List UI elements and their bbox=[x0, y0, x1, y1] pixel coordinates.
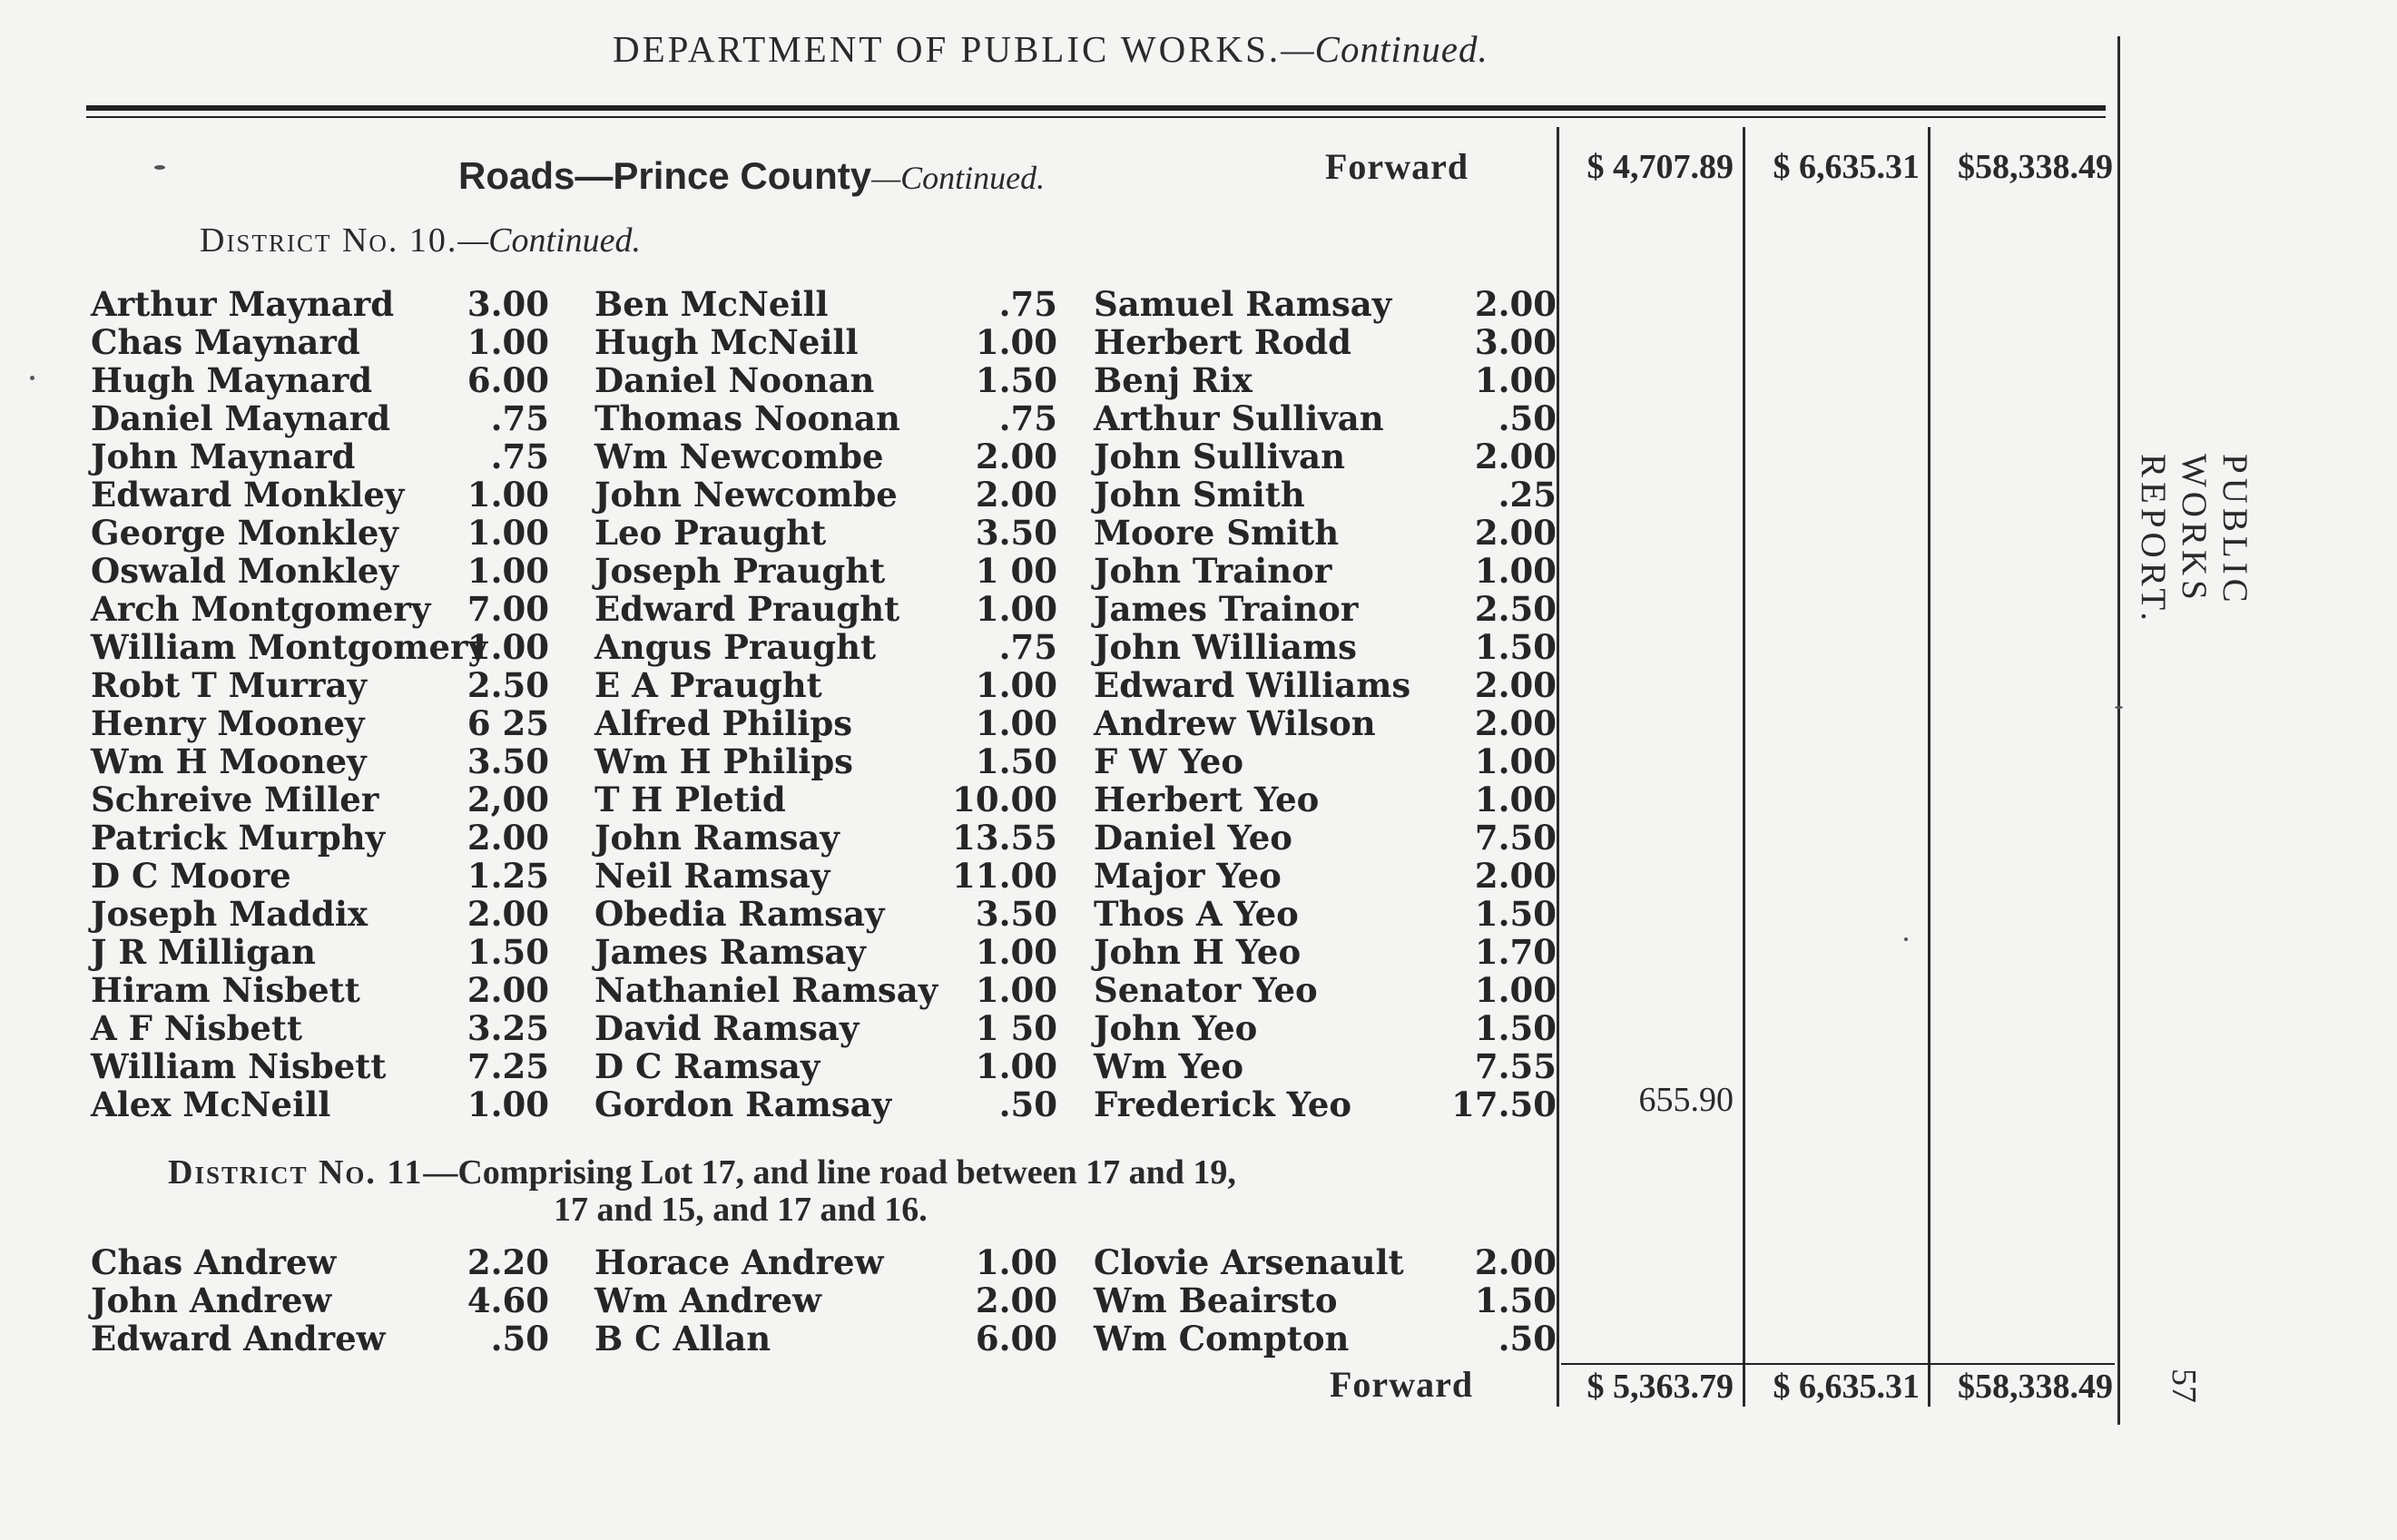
entry-amount: 1.00 bbox=[975, 665, 1057, 705]
entry-name: Neil Ramsay bbox=[594, 856, 830, 896]
entry-amount: 2.00 bbox=[467, 970, 549, 1010]
entry-amount: 1.00 bbox=[975, 932, 1057, 972]
district-10-continued: —Continued. bbox=[457, 221, 642, 260]
print-speck bbox=[30, 376, 34, 380]
entry-name: A F Nisbett bbox=[91, 1008, 303, 1048]
entry-name: Major Yeo bbox=[1094, 856, 1282, 896]
entry-amount: 1.50 bbox=[1474, 627, 1557, 667]
entry-amount: 3.25 bbox=[467, 1008, 549, 1048]
entry-name: Obedia Ramsay bbox=[594, 894, 885, 934]
entry-name: William Montgomery bbox=[91, 627, 487, 667]
entry-amount: .75 bbox=[490, 398, 549, 438]
print-speck bbox=[2115, 706, 2123, 709]
entry-name: Nathaniel Ramsay bbox=[594, 970, 938, 1010]
entry-amount: 2.00 bbox=[975, 1280, 1057, 1320]
entry-name: Hugh Maynard bbox=[91, 360, 373, 400]
print-speck bbox=[1904, 937, 1908, 941]
entry-name: Andrew Wilson bbox=[1094, 703, 1376, 743]
entry-amount: 1.00 bbox=[467, 627, 549, 667]
entry-amount: 1.50 bbox=[975, 360, 1057, 400]
entry-name: Wm Yeo bbox=[1094, 1046, 1244, 1086]
entry-name: Joseph Praught bbox=[594, 551, 886, 591]
entry-name: Frederick Yeo bbox=[1094, 1084, 1352, 1124]
entry-amount: 2.00 bbox=[1474, 703, 1557, 743]
forward-top-col2: $ 6,635.31 bbox=[1773, 148, 1920, 186]
entry-name: Senator Yeo bbox=[1094, 970, 1318, 1010]
district-11-label: District No. 11 bbox=[168, 1153, 424, 1192]
entry-amount: 1.50 bbox=[975, 741, 1057, 781]
running-head-continued: —Continued. bbox=[1281, 28, 1488, 70]
entry-amount: 2.20 bbox=[467, 1242, 549, 1282]
section-title bbox=[458, 154, 1045, 198]
entry-amount: 1.00 bbox=[467, 513, 549, 553]
entry-name: Herbert Rodd bbox=[1094, 322, 1352, 362]
money-col-rule-2 bbox=[1743, 127, 1745, 1407]
entry-amount: 17.50 bbox=[1451, 1084, 1557, 1124]
entry-name: Moore Smith bbox=[1094, 513, 1340, 553]
entry-name: Henry Mooney bbox=[91, 703, 365, 743]
entry-amount: .50 bbox=[490, 1319, 549, 1359]
entry-name: J R Milligan bbox=[91, 932, 316, 972]
entry-amount: 3.50 bbox=[467, 741, 549, 781]
entry-name: Edward Andrew bbox=[91, 1319, 386, 1359]
entry-amount: .75 bbox=[490, 436, 549, 476]
entry-name: D C Ramsay bbox=[594, 1046, 820, 1086]
entry-amount: 1.00 bbox=[975, 322, 1057, 362]
entry-amount: .50 bbox=[998, 1084, 1057, 1124]
district-10-label: District No. 10. bbox=[200, 221, 458, 260]
entry-name: Wm Beairsto bbox=[1094, 1280, 1338, 1320]
district-10-total: 655.90 bbox=[1638, 1081, 1734, 1119]
money-col-rule-1 bbox=[1557, 127, 1559, 1407]
entry-amount: 1.50 bbox=[467, 932, 549, 972]
entry-name: David Ramsay bbox=[594, 1008, 860, 1048]
entry-amount: 2.00 bbox=[1474, 856, 1557, 896]
entry-amount: 2.00 bbox=[975, 436, 1057, 476]
entry-amount: 4.60 bbox=[467, 1280, 549, 1320]
entry-amount: 2,00 bbox=[467, 780, 549, 819]
entry-amount: 1.00 bbox=[975, 589, 1057, 629]
district-11-desc-2: 17 and 15, and 17 and 16. bbox=[554, 1191, 928, 1229]
entry-amount: 1.70 bbox=[1474, 932, 1557, 972]
entry-name: Chas Andrew bbox=[91, 1242, 337, 1282]
entry-name: Gordon Ramsay bbox=[594, 1084, 892, 1124]
entry-name: Daniel Maynard bbox=[91, 398, 391, 438]
entry-name: Joseph Maddix bbox=[91, 894, 368, 934]
side-running-title: PUBLIC WORKS REPORT. bbox=[2134, 454, 2255, 626]
entry-name: James Ramsay bbox=[594, 932, 866, 972]
entry-name: Edward Praught bbox=[594, 589, 900, 629]
entry-amount: 7.25 bbox=[467, 1046, 549, 1086]
entry-amount: 6.00 bbox=[975, 1319, 1057, 1359]
entry-name: Leo Praught bbox=[594, 513, 827, 553]
entry-name: John Newcombe bbox=[594, 475, 898, 515]
entry-name: John Maynard bbox=[91, 436, 356, 476]
entry-amount: 3.50 bbox=[975, 894, 1057, 934]
entry-amount: .75 bbox=[998, 627, 1057, 667]
entry-amount: 3.00 bbox=[467, 284, 549, 324]
entry-amount: 11.00 bbox=[952, 856, 1057, 896]
entry-name: James Trainor bbox=[1094, 589, 1359, 629]
entry-name: Wm Newcombe bbox=[594, 436, 884, 476]
entry-name: Chas Maynard bbox=[91, 322, 360, 362]
forward-bottom-col3: $58,338.49 bbox=[1958, 1368, 2113, 1406]
entry-amount: 2.50 bbox=[467, 665, 549, 705]
entry-amount: 2.00 bbox=[975, 475, 1057, 515]
entry-name: B C Allan bbox=[594, 1319, 771, 1359]
entry-name: John Sullivan bbox=[1094, 436, 1346, 476]
entry-name: E A Praught bbox=[594, 665, 822, 705]
forward-top-col3: $58,338.49 bbox=[1958, 148, 2113, 186]
entry-amount: 1.50 bbox=[1474, 1280, 1557, 1320]
entry-name: Clovie Arsenault bbox=[1094, 1242, 1404, 1282]
entry-name: Arthur Sullivan bbox=[1094, 398, 1384, 438]
forward-bottom-col1: $ 5,363.79 bbox=[1587, 1368, 1734, 1406]
entry-name: Wm Andrew bbox=[594, 1280, 821, 1320]
entry-name: Schreive Miller bbox=[91, 780, 379, 819]
entry-name: Herbert Yeo bbox=[1094, 780, 1320, 819]
entry-amount: 2.00 bbox=[1474, 436, 1557, 476]
entry-name: John Ramsay bbox=[594, 818, 840, 858]
entry-name: Alfred Philips bbox=[594, 703, 853, 743]
entry-name: Daniel Noonan bbox=[594, 360, 875, 400]
entry-name: Wm H Philips bbox=[594, 741, 854, 781]
entry-amount: 3.50 bbox=[975, 513, 1057, 553]
entry-amount: 1.00 bbox=[467, 551, 549, 591]
entry-amount: 2.00 bbox=[1474, 284, 1557, 324]
section-title-continued: —Continued. bbox=[871, 160, 1046, 196]
entry-name: Samuel Ramsay bbox=[1094, 284, 1392, 324]
forward-top-col1: $ 4,707.89 bbox=[1587, 148, 1734, 186]
entry-name: D C Moore bbox=[91, 856, 291, 896]
entry-name: Wm Compton bbox=[1094, 1319, 1350, 1359]
entry-amount: .75 bbox=[998, 284, 1057, 324]
entry-name: John Andrew bbox=[91, 1280, 332, 1320]
entry-name: Thomas Noonan bbox=[594, 398, 900, 438]
running-head bbox=[613, 27, 1488, 71]
forward-label-top: Forward bbox=[1325, 146, 1469, 187]
entry-name: Robt T Murray bbox=[91, 665, 368, 705]
entry-amount: .50 bbox=[1498, 398, 1557, 438]
entry-amount: 1.00 bbox=[1474, 551, 1557, 591]
header-rule-thin bbox=[86, 116, 2106, 118]
entry-name: Horace Andrew bbox=[594, 1242, 884, 1282]
entry-amount: .75 bbox=[998, 398, 1057, 438]
entry-amount: 1.00 bbox=[467, 1084, 549, 1124]
money-col-rule-3 bbox=[1928, 127, 1930, 1407]
entry-amount: 1 50 bbox=[975, 1008, 1057, 1048]
entry-name: John Trainor bbox=[1094, 551, 1332, 591]
entry-amount: 2.00 bbox=[467, 818, 549, 858]
district-11-heading bbox=[168, 1153, 1236, 1192]
entry-name: Daniel Yeo bbox=[1094, 818, 1292, 858]
entry-amount: 1.00 bbox=[975, 1046, 1057, 1086]
entry-name: Hugh McNeill bbox=[594, 322, 859, 362]
forward-label-bottom: Forward bbox=[1330, 1364, 1474, 1405]
entry-amount: 1.50 bbox=[1474, 1008, 1557, 1048]
running-head-title: DEPARTMENT OF PUBLIC WORKS. bbox=[613, 28, 1282, 70]
entry-name: Oswald Monkley bbox=[91, 551, 398, 591]
entry-amount: 2.00 bbox=[1474, 665, 1557, 705]
entry-amount: 2.00 bbox=[467, 894, 549, 934]
entry-amount: 1.50 bbox=[1474, 894, 1557, 934]
page-right-border bbox=[2117, 36, 2120, 1425]
entry-amount: 1.00 bbox=[975, 1242, 1057, 1282]
entry-amount: 1.00 bbox=[1474, 970, 1557, 1010]
section-title-text: Roads—Prince County bbox=[458, 154, 872, 197]
entry-amount: 2.00 bbox=[1474, 513, 1557, 553]
forward-bottom-rule bbox=[1561, 1363, 2115, 1365]
entry-name: John Yeo bbox=[1094, 1008, 1258, 1048]
entry-name: John Williams bbox=[1094, 627, 1357, 667]
district-11-desc-1: —Comprising Lot 17, and line road between 17 and 19, bbox=[423, 1153, 1236, 1192]
entry-name: Angus Praught bbox=[594, 627, 877, 667]
entry-amount: 1.00 bbox=[1474, 741, 1557, 781]
page-number: 57 bbox=[2165, 1368, 2203, 1403]
entry-name: John H Yeo bbox=[1094, 932, 1302, 972]
entry-amount: 3.00 bbox=[1474, 322, 1557, 362]
entry-name: William Nisbett bbox=[91, 1046, 387, 1086]
entry-name: Edward Williams bbox=[1094, 665, 1411, 705]
entry-amount: 10.00 bbox=[952, 780, 1057, 819]
entry-amount: 1.00 bbox=[975, 703, 1057, 743]
entry-name: T H Pletid bbox=[594, 780, 786, 819]
entry-amount: 6 25 bbox=[467, 703, 549, 743]
entry-amount: .50 bbox=[1498, 1319, 1557, 1359]
entry-name: John Smith bbox=[1094, 475, 1305, 515]
print-speck bbox=[154, 165, 165, 170]
entry-amount: 1.25 bbox=[467, 856, 549, 896]
entry-name: Patrick Murphy bbox=[91, 818, 386, 858]
entry-amount: 2.50 bbox=[1474, 589, 1557, 629]
entry-name: Edward Monkley bbox=[91, 475, 405, 515]
entry-amount: 1.00 bbox=[467, 322, 549, 362]
entry-name: F W Yeo bbox=[1094, 741, 1244, 781]
entry-name: Benj Rix bbox=[1094, 360, 1253, 400]
entry-amount: 13.55 bbox=[952, 818, 1057, 858]
entry-amount: 1.00 bbox=[467, 475, 549, 515]
entry-amount: 2.00 bbox=[1474, 1242, 1557, 1282]
entry-amount: 6.00 bbox=[467, 360, 549, 400]
entry-name: Hiram Nisbett bbox=[91, 970, 360, 1010]
entry-amount: 1.00 bbox=[1474, 360, 1557, 400]
entry-name: Alex McNeill bbox=[91, 1084, 331, 1124]
entry-amount: .25 bbox=[1498, 475, 1557, 515]
entry-amount: 1.00 bbox=[1474, 780, 1557, 819]
entry-amount: 1 00 bbox=[975, 551, 1057, 591]
entry-amount: 1.00 bbox=[975, 970, 1057, 1010]
entry-name: George Monkley bbox=[91, 513, 398, 553]
entry-name: Arch Montgomery bbox=[91, 589, 431, 629]
entry-name: Wm H Mooney bbox=[91, 741, 367, 781]
header-rule-thick bbox=[86, 105, 2106, 111]
entry-name: Arthur Maynard bbox=[91, 284, 395, 324]
entry-amount: 7.00 bbox=[467, 589, 549, 629]
district-10-heading bbox=[200, 221, 641, 260]
entry-name: Thos A Yeo bbox=[1094, 894, 1299, 934]
entry-name: Ben McNeill bbox=[594, 284, 829, 324]
entry-amount: 7.55 bbox=[1474, 1046, 1557, 1086]
forward-bottom-col2: $ 6,635.31 bbox=[1773, 1368, 1920, 1406]
entry-amount: 7.50 bbox=[1474, 818, 1557, 858]
